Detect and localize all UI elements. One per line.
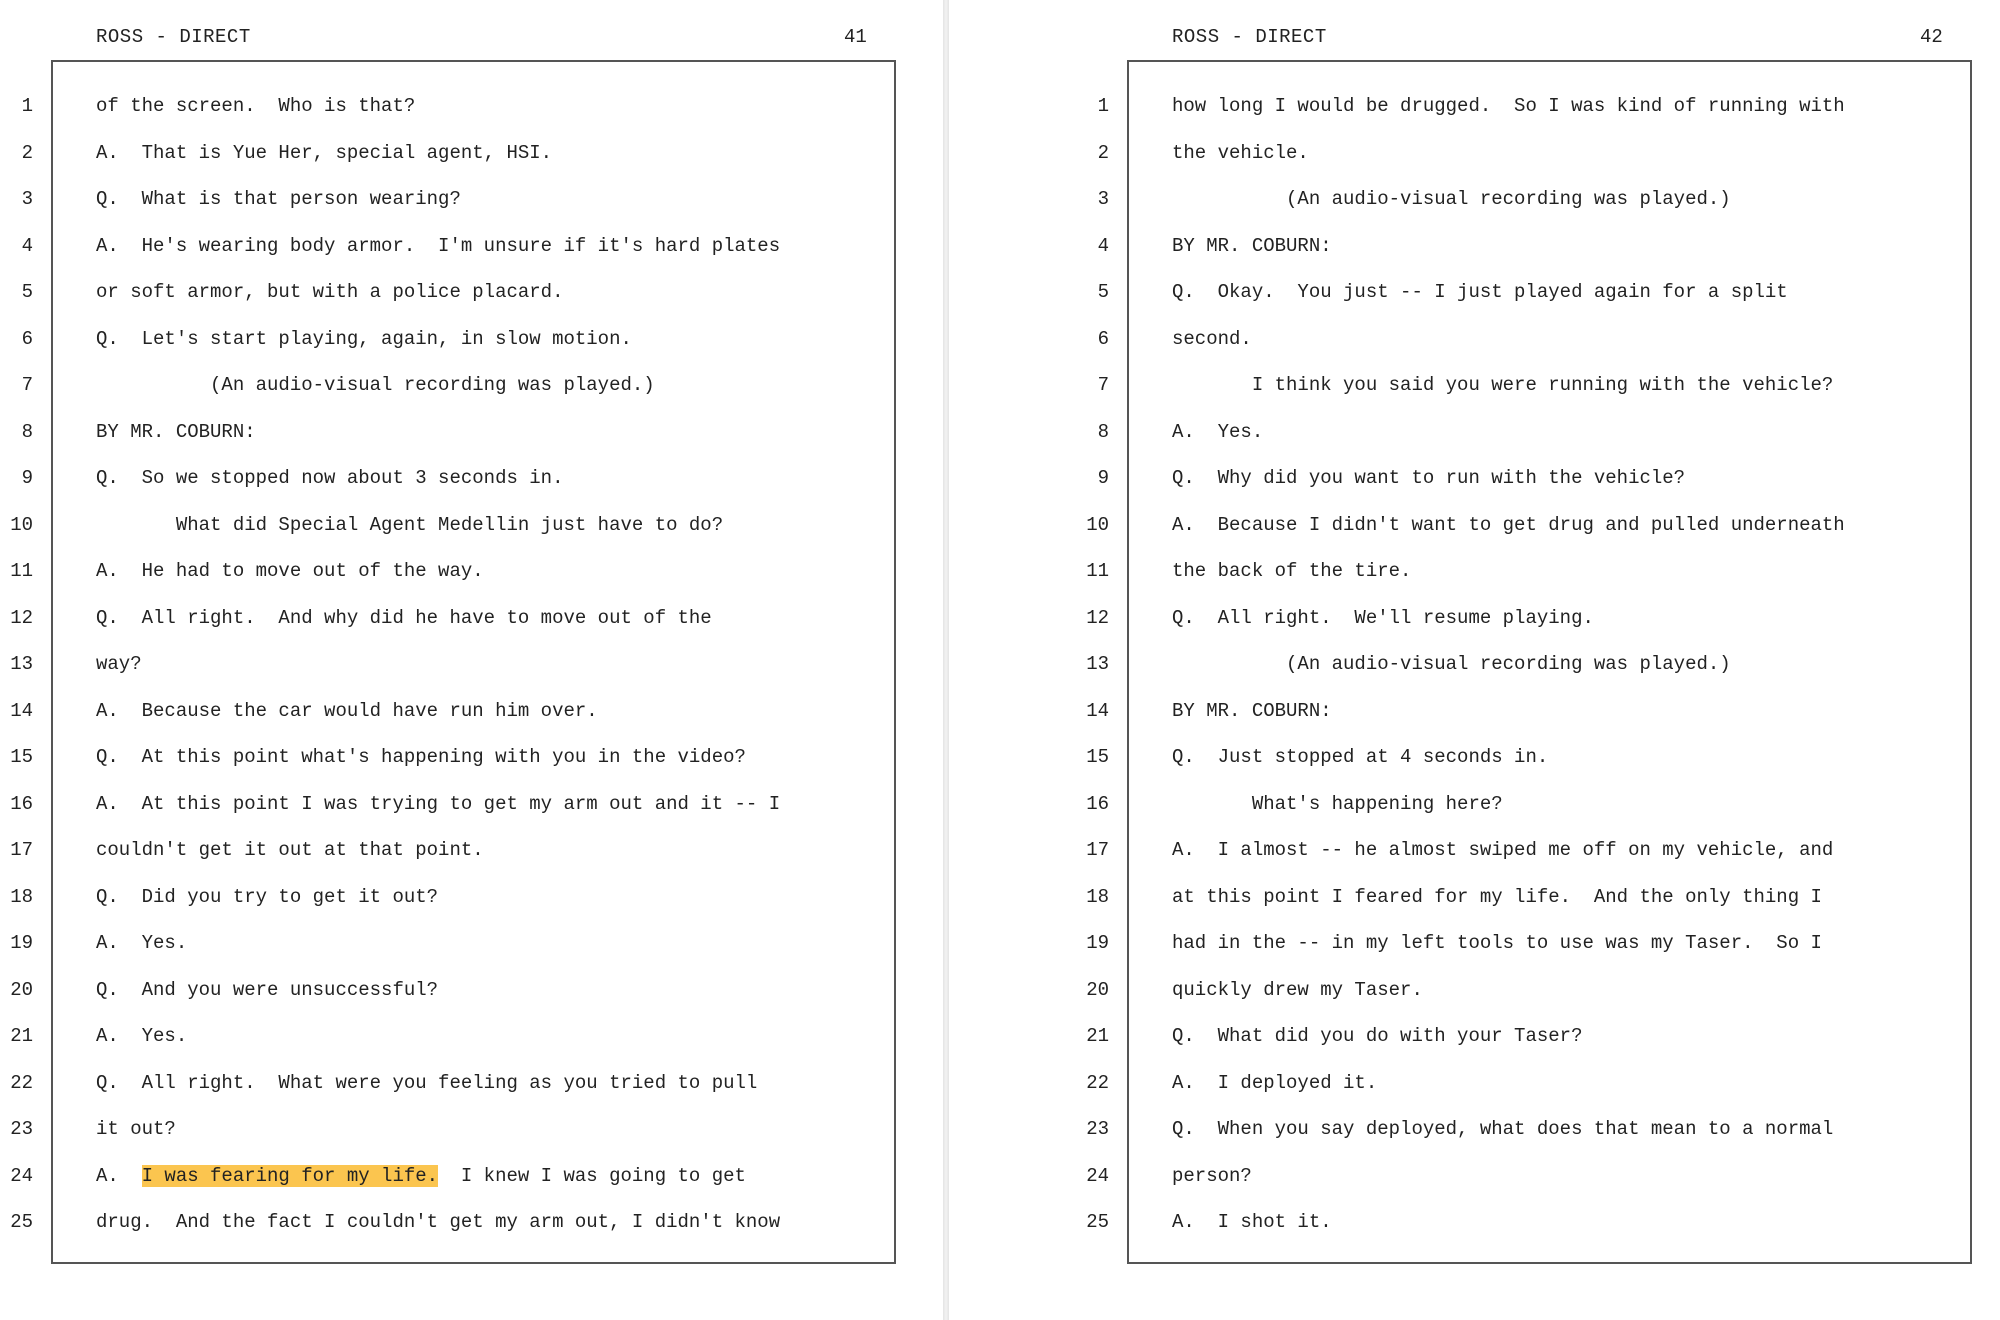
- line-text: Q. Why did you want to run with the vehicle?: [1172, 467, 1686, 489]
- line-text: it out?: [96, 1118, 176, 1140]
- transcript-line: [96, 839, 484, 861]
- line-text: Q. At this point what's happening with you in the video?: [96, 746, 746, 768]
- line-number: 17: [10, 839, 33, 861]
- line-text: the vehicle.: [1172, 142, 1309, 164]
- line-text: drug. And the fact I couldn't get my arm out, I didn't know: [96, 1211, 781, 1233]
- line-text: Q. What did you do with your Taser?: [1172, 1025, 1583, 1047]
- transcript-line: [96, 328, 632, 350]
- line-text: A. Yes.: [1172, 421, 1264, 443]
- transcript-line: [96, 188, 461, 210]
- line-text: Q. All right. What were you feeling as you tried to pull: [96, 1072, 758, 1094]
- line-text: I think you said you were running with the vehicle?: [1172, 374, 1834, 396]
- line-text: the back of the tire.: [1172, 560, 1412, 582]
- transcript-line: [1172, 653, 1731, 675]
- transcript-line: [1172, 1118, 1833, 1140]
- line-number: 24: [1086, 1165, 1109, 1187]
- transcript-line: [1172, 1211, 1332, 1233]
- transcript-page-41: [0, 0, 943, 1320]
- line-text: A. I deployed it.: [1172, 1072, 1378, 1094]
- page-header-title: ROSS - DIRECT: [96, 26, 251, 48]
- line-text: quickly drew my Taser.: [1172, 979, 1423, 1001]
- line-text: A. That is Yue Her, special agent, HSI.: [96, 142, 553, 164]
- line-number: 11: [1086, 560, 1109, 582]
- line-number: 9: [21, 467, 33, 489]
- line-text: A. He's wearing body armor. I'm unsure if it's hard plates: [96, 235, 781, 257]
- line-number: 12: [10, 607, 33, 629]
- transcript-line: [96, 700, 598, 722]
- line-number: 16: [1086, 793, 1109, 815]
- line-text: Q. Okay. You just -- I just played again for a split: [1172, 281, 1788, 303]
- transcript-line: [1172, 793, 1503, 815]
- line-number: 4: [21, 235, 33, 257]
- line-number: 21: [10, 1025, 33, 1047]
- line-number: 6: [21, 328, 33, 350]
- line-text: Q. Just stopped at 4 seconds in.: [1172, 746, 1549, 768]
- line-number: 2: [1097, 142, 1109, 164]
- transcript-line: [96, 1025, 187, 1047]
- transcript-line: [1172, 932, 1822, 954]
- line-number: 23: [1086, 1118, 1109, 1140]
- transcript-line: [1172, 560, 1411, 582]
- line-number: 14: [10, 700, 33, 722]
- line-number: 19: [1086, 932, 1109, 954]
- transcript-line: [96, 1118, 176, 1140]
- transcript-line: [1172, 839, 1833, 861]
- line-number: 6: [1097, 328, 1109, 350]
- transcript-line: [96, 374, 655, 396]
- line-number: 20: [1086, 979, 1109, 1001]
- line-text: Q. When you say deployed, what does that mean to a normal: [1172, 1118, 1834, 1140]
- transcript-line: [1172, 328, 1252, 350]
- transcript-page-42: [1076, 0, 2000, 1320]
- page-number: 41: [844, 26, 867, 48]
- highlighted-text: I was fearing for my life.: [141, 1165, 439, 1187]
- line-number: 3: [21, 188, 33, 210]
- line-number: 25: [10, 1211, 33, 1233]
- line-number: 1: [1097, 95, 1109, 117]
- transcript-line: [1172, 235, 1332, 257]
- line-number: 5: [21, 281, 33, 303]
- line-text: of the screen. Who is that?: [96, 95, 416, 117]
- line-text: at this point I feared for my life. And the only thing I: [1172, 886, 1822, 908]
- transcript-line: [96, 467, 563, 489]
- transcript-line: [96, 560, 484, 582]
- line-number: 21: [1086, 1025, 1109, 1047]
- line-number: 17: [1086, 839, 1109, 861]
- transcript-line: [96, 95, 415, 117]
- transcript-line: [96, 1165, 746, 1187]
- line-number: 4: [1097, 235, 1109, 257]
- line-number: 13: [1086, 653, 1109, 675]
- line-number: 5: [1097, 281, 1109, 303]
- line-text: A. He had to move out of the way.: [96, 560, 484, 582]
- line-number: 11: [10, 560, 33, 582]
- transcript-line: [1172, 746, 1548, 768]
- line-number: 15: [1086, 746, 1109, 768]
- line-number: 14: [1086, 700, 1109, 722]
- transcript-line: [96, 421, 256, 443]
- line-number: 10: [1086, 514, 1109, 536]
- line-number: 15: [10, 746, 33, 768]
- line-number: 23: [10, 1118, 33, 1140]
- line-text: BY MR. COBURN:: [1172, 235, 1332, 257]
- transcript-line: [96, 1211, 780, 1233]
- line-text: A. I shot it.: [1172, 1211, 1332, 1233]
- line-text: Q. So we stopped now about 3 seconds in.: [96, 467, 564, 489]
- transcript-line: [1172, 467, 1685, 489]
- transcript-line: [96, 142, 552, 164]
- line-number: 24: [10, 1165, 33, 1187]
- line-number: 18: [10, 886, 33, 908]
- line-text: Q. What is that person wearing?: [96, 188, 461, 210]
- transcript-line: [96, 514, 723, 536]
- transcript-line: [1172, 886, 1822, 908]
- transcript-line: [1172, 1025, 1582, 1047]
- line-text: A.: [96, 1165, 142, 1187]
- line-text: Q. And you were unsuccessful?: [96, 979, 439, 1001]
- line-number: 7: [1097, 374, 1109, 396]
- transcript-line: [1172, 700, 1332, 722]
- line-text: (An audio-visual recording was played.): [96, 374, 655, 396]
- transcript-line: [1172, 95, 1845, 117]
- line-text: A. Because I didn't want to get drug and pulled underneath: [1172, 514, 1845, 536]
- line-number: 7: [21, 374, 33, 396]
- transcript-line: [1172, 281, 1788, 303]
- transcript-line: [96, 607, 712, 629]
- line-text: had in the -- in my left tools to use was my Taser. So I: [1172, 932, 1822, 954]
- line-number: 3: [1097, 188, 1109, 210]
- line-number: 10: [10, 514, 33, 536]
- transcript-line: [1172, 188, 1731, 210]
- line-text: Q. All right. And why did he have to move out of the: [96, 607, 712, 629]
- line-number: 9: [1097, 467, 1109, 489]
- page-divider: [943, 0, 949, 1320]
- transcript-line: [1172, 1072, 1377, 1094]
- line-text: A. Because the car would have run him over.: [96, 700, 598, 722]
- line-text: What did Special Agent Medellin just have to do?: [96, 514, 724, 536]
- line-number: 13: [10, 653, 33, 675]
- transcript-line: [1172, 514, 1845, 536]
- line-text: A. Yes.: [96, 1025, 188, 1047]
- transcript-line: [1172, 374, 1833, 396]
- page-header-title: ROSS - DIRECT: [1172, 26, 1327, 48]
- line-text: A. At this point I was trying to get my arm out and it -- I: [96, 793, 781, 815]
- line-number: 18: [1086, 886, 1109, 908]
- line-number: 2: [21, 142, 33, 164]
- transcript-line: [96, 886, 438, 908]
- line-number: 22: [10, 1072, 33, 1094]
- transcript-line: [96, 1072, 757, 1094]
- line-text-continued: I knew I was going to get: [438, 1165, 746, 1187]
- transcript-line: [96, 653, 142, 675]
- transcript-line: [96, 235, 780, 257]
- line-number: 8: [21, 421, 33, 443]
- line-text: person?: [1172, 1165, 1252, 1187]
- line-number: 8: [1097, 421, 1109, 443]
- line-text: Q. Let's start playing, again, in slow motion.: [96, 328, 632, 350]
- transcript-line: [96, 281, 563, 303]
- line-text: BY MR. COBURN:: [1172, 700, 1332, 722]
- line-text: (An audio-visual recording was played.): [1172, 188, 1731, 210]
- line-number: 20: [10, 979, 33, 1001]
- transcript-line: [1172, 607, 1594, 629]
- line-number: 16: [10, 793, 33, 815]
- transcript-line: [1172, 1165, 1252, 1187]
- line-number: 19: [10, 932, 33, 954]
- transcript-line: [96, 746, 746, 768]
- line-number: 12: [1086, 607, 1109, 629]
- line-text: second.: [1172, 328, 1252, 350]
- line-number: 1: [21, 95, 33, 117]
- line-text: or soft armor, but with a police placard.: [96, 281, 564, 303]
- line-text: What's happening here?: [1172, 793, 1503, 815]
- page-number: 42: [1920, 26, 1943, 48]
- line-text: A. Yes.: [96, 932, 188, 954]
- line-number: 25: [1086, 1211, 1109, 1233]
- transcript-line: [1172, 979, 1423, 1001]
- transcript-line: [96, 793, 780, 815]
- line-text: (An audio-visual recording was played.): [1172, 653, 1731, 675]
- line-text: how long I would be drugged. So I was kind of running with: [1172, 95, 1845, 117]
- line-text: A. I almost -- he almost swiped me off on my vehicle, and: [1172, 839, 1834, 861]
- line-text: way?: [96, 653, 142, 675]
- transcript-line: [1172, 142, 1309, 164]
- line-text: BY MR. COBURN:: [96, 421, 256, 443]
- transcript-line: [96, 932, 187, 954]
- line-text: Q. All right. We'll resume playing.: [1172, 607, 1594, 629]
- transcript-line: [1172, 421, 1263, 443]
- transcript-line: [96, 979, 438, 1001]
- line-text: couldn't get it out at that point.: [96, 839, 484, 861]
- line-number: 22: [1086, 1072, 1109, 1094]
- line-text: Q. Did you try to get it out?: [96, 886, 439, 908]
